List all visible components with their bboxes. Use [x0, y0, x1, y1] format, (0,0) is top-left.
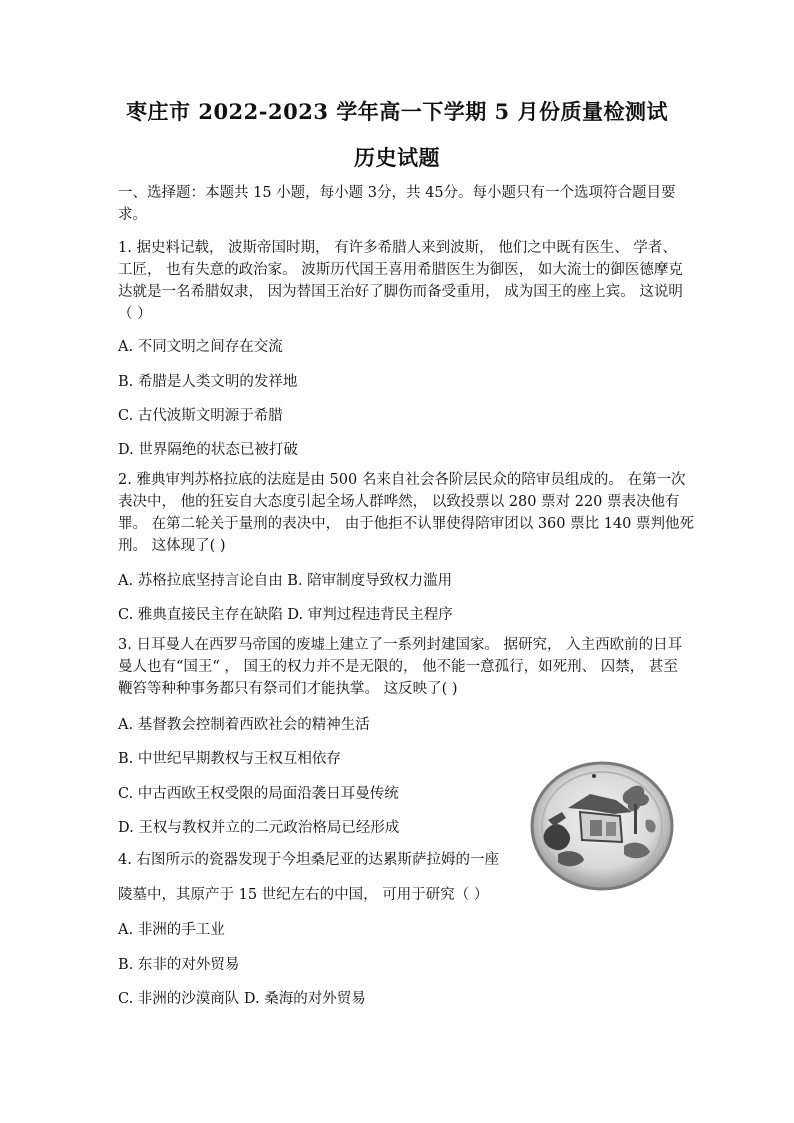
section-instructions-line-1: 一、选择题：本题共 15 小题，每小题 3分，共 45分。每小题只有一个选项符合题目要: [118, 185, 676, 201]
q2-options-ab: A. 苏格拉底坚持言论自由 B. 陪审制度导致权力滥用: [118, 573, 453, 589]
q1-option-c: C. 古代波斯文明源于希腊: [118, 408, 283, 424]
q2-options-cd: C. 雅典直接民主存在缺陷 D. 审判过程违背民主程序: [118, 607, 453, 623]
q1-stem-line-1: 1. 据史料记载， 波斯帝国时期， 有许多希腊人来到波斯， 他们之中既有医生、 学者、: [118, 240, 677, 256]
q3-option-d: D. 王权与教权并立的二元政治格局已经形成: [118, 820, 400, 836]
q1-option-d: D. 世界隔绝的状态已被打破: [118, 442, 298, 458]
q4-option-a: A. 非洲的手工业: [118, 922, 225, 938]
porcelain-plate-image: [528, 760, 676, 892]
q1-option-b: B. 希腊是人类文明的发祥地: [118, 374, 298, 390]
q4-options-cd: C. 非洲的沙漠商队 D. 桑海的对外贸易: [118, 991, 366, 1007]
q1-option-a: A. 不同文明之间存在交流: [118, 339, 283, 355]
q2-stem-line-2: 表决中， 他的狂妄自大态度引起全场人群哗然， 以致投票以 280 票对 220 票表决他有: [118, 494, 680, 510]
q4-stem-line-1: 4. 右图所示的瓷器发现于今坦桑尼亚的达累斯萨拉姆的一座: [118, 852, 499, 868]
q2-stem-line-3: 罪。 在第二轮关于量刑的表决中， 由于他拒不认罪使得陪审团以 360 票比 140 票判他死: [118, 516, 695, 532]
q4-stem-line-2: 陵墓中，其原产于 15 世纪左右的中国， 可用于研究（ ）: [118, 887, 489, 903]
exam-subtitle: 历史试题: [354, 145, 440, 170]
q4-option-b: B. 东非的对外贸易: [118, 957, 240, 973]
section-instructions-line-2: 求。: [118, 207, 147, 223]
exam-title: 枣庄市 2022-2023 学年高一下学期 5 月份质量检测试: [126, 99, 668, 124]
q2-stem-line-4: 刑。 这体现了( ): [118, 538, 226, 554]
q2-stem-line-1: 2. 雅典审判苏格拉底的法庭是由 500 名来自社会各阶层民众的陪审员组成的。 在第一次: [118, 472, 686, 488]
q1-stem-line-4: （ ）: [118, 306, 152, 322]
q3-stem-line-1: 3. 日耳曼人在西罗马帝国的废墟上建立了一系列封建国家。 据研究， 入主西欧前的日耳: [118, 637, 683, 653]
q1-stem-line-3: 达就是一名希腊奴隶， 因为替国王治好了脚伤而备受重用， 成为国王的座上宾。 这说明: [118, 284, 683, 300]
q3-stem-line-3: 鞭笞等种种事务都只有祭司们才能执掌。 这反映了( ): [118, 681, 458, 697]
q3-option-c: C. 中古西欧王权受限的局面沿袭日耳曼传统: [118, 786, 399, 802]
q3-option-a: A. 基督教会控制着西欧社会的精神生活: [118, 717, 370, 733]
q1-stem-line-2: 工匠， 也有失意的政治家。 波斯历代国王喜用希腊医生为御医， 如大流士的御医德摩克: [118, 262, 683, 278]
q3-option-b: B. 中世纪早期教权与王权互相依存: [118, 751, 341, 767]
q3-stem-line-2: 曼人也有“国王“ ， 国王的权力并不是无限的， 他不能一意孤行，如死刑、 囚禁， 甚至: [118, 659, 678, 675]
